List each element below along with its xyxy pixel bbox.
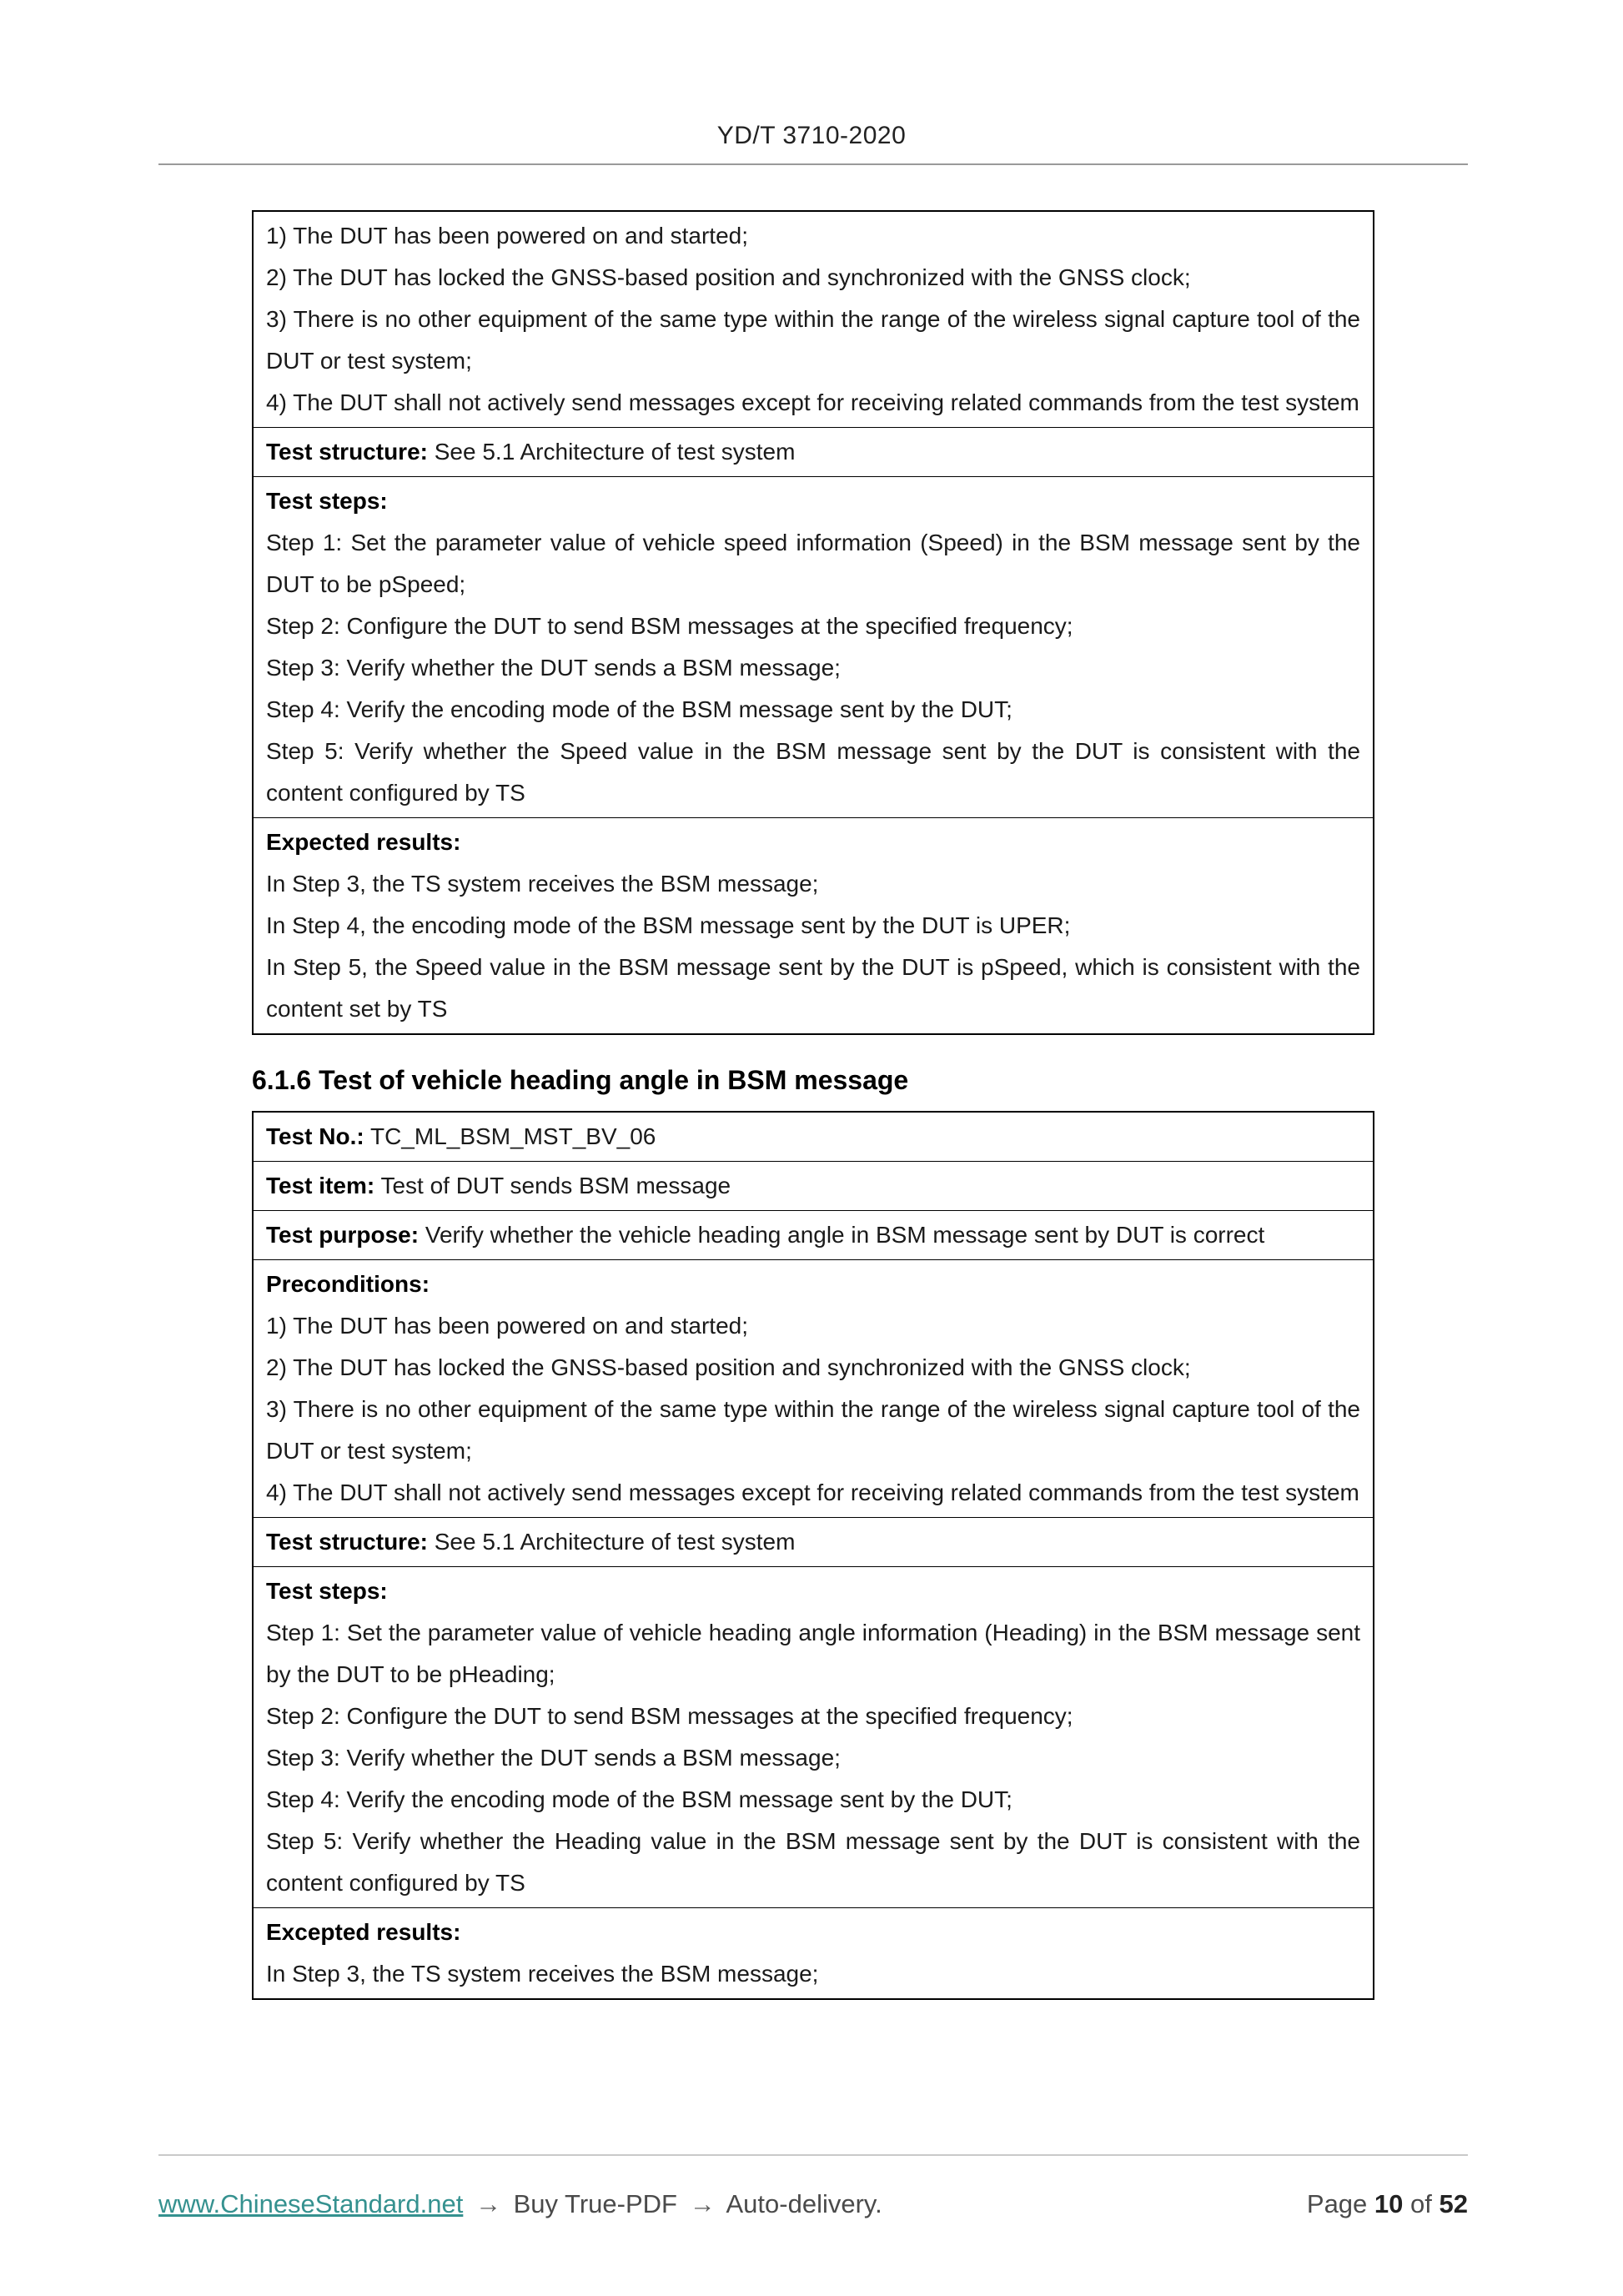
of-word: of — [1410, 2189, 1432, 2218]
table-row-expected-results — [254, 818, 1373, 1033]
row-label: Test purpose: — [266, 1222, 420, 1248]
table-row-test-steps — [254, 1567, 1373, 1908]
test-step: Step 3: Verify whether the DUT sends a BSM message; — [266, 1745, 841, 1771]
total-page-number: 52 — [1439, 2189, 1468, 2218]
page-word: Page — [1306, 2189, 1368, 2218]
header-rule — [158, 163, 1468, 165]
row-line — [266, 1116, 1360, 1158]
section-heading: 6.1.6 Test of vehicle heading angle in BSM message — [252, 1065, 909, 1095]
footer-site-link[interactable]: www.ChineseStandard.net — [158, 2189, 464, 2218]
arrow-right-icon: → — [475, 2189, 501, 2218]
test-step: Step 2: Configure the DUT to send BSM messages at the specified frequency; — [266, 613, 1073, 639]
precondition-item: 2) The DUT has locked the GNSS-based position and synchronized with the GNSS clock; — [266, 264, 1191, 290]
precondition-item: 2) The DUT has locked the GNSS-based position and synchronized with the GNSS clock; — [266, 1354, 1191, 1380]
row-line — [266, 1214, 1360, 1256]
table-row-test-structure — [254, 1518, 1373, 1567]
test-table-bsm-heading — [252, 1111, 1374, 2000]
test-step: Step 1: Set the parameter value of vehicle heading angle information (Heading) in the BSM message sent by the DUT to be pHeading; — [266, 1620, 1360, 1687]
expected-result-item: In Step 3, the TS system receives the BSM message; — [266, 1961, 819, 1987]
precondition-item: 4) The DUT shall not actively send messages except for receiving related commands from the test system — [266, 389, 1359, 415]
row-value: TC_ML_BSM_MST_BV_06 — [369, 1123, 656, 1149]
table-row-excepted-results — [254, 1908, 1373, 1998]
precondition-item: 1) The DUT has been powered on and started; — [266, 223, 748, 249]
row-label: Excepted results: — [266, 1919, 461, 1945]
precondition-item: 3) There is no other equipment of the same type within the range of the wireless signal capture tool of the DUT or test system; — [266, 306, 1360, 374]
expected-result-item: In Step 4, the encoding mode of the BSM message sent by the DUT is UPER; — [266, 912, 1071, 938]
expected-result-item: In Step 3, the TS system receives the BSM message; — [266, 871, 819, 897]
table-row-test-purpose — [254, 1211, 1373, 1260]
table-row-preconditions — [254, 1260, 1373, 1518]
row-value: See 5.1 Architecture of test system — [434, 439, 796, 465]
page-content — [252, 210, 1374, 2000]
arrow-right-icon: → — [689, 2189, 716, 2218]
table-row-test-item — [254, 1162, 1373, 1211]
precondition-item: 4) The DUT shall not actively send messages except for receiving related commands from the test system — [266, 1480, 1359, 1505]
row-label: Test steps: — [266, 1578, 388, 1604]
test-step: Step 5: Verify whether the Heading value in the BSM message sent by the DUT is consistent with the content configured by TS — [266, 1828, 1360, 1896]
row-label: Test item: — [266, 1173, 375, 1198]
row-value: Test of DUT sends BSM message — [380, 1173, 731, 1198]
test-step: Step 1: Set the parameter value of vehicle speed information (Speed) in the BSM message sent by the DUT to be pSpeed; — [266, 530, 1360, 597]
test-step: Step 4: Verify the encoding mode of the BSM message sent by the DUT; — [266, 1786, 1012, 1812]
footer-rule — [158, 2154, 1468, 2156]
page-indicator — [1307, 2189, 1468, 2219]
footer-delivery-text: Auto-delivery. — [726, 2189, 882, 2218]
test-table-bsm-speed — [252, 210, 1374, 1035]
test-step: Step 5: Verify whether the Speed value in the BSM message sent by the DUT is consistent with the content configured by TS — [266, 738, 1360, 806]
test-step: Step 3: Verify whether the DUT sends a BSM message; — [266, 655, 841, 681]
table-row-test-structure — [254, 428, 1373, 477]
test-step: Step 4: Verify the encoding mode of the BSM message sent by the DUT; — [266, 696, 1012, 722]
row-label: Test structure: — [266, 439, 428, 465]
row-line — [266, 1521, 1360, 1563]
table-row-preconditions-items — [254, 212, 1373, 428]
row-label: Expected results: — [266, 829, 461, 855]
row-label: Test No.: — [266, 1123, 364, 1149]
current-page-number: 10 — [1374, 2189, 1404, 2218]
page-header-title: YD/T 3710-2020 — [716, 122, 907, 149]
row-value: See 5.1 Architecture of test system — [434, 1529, 796, 1555]
row-label: Test steps: — [266, 488, 388, 514]
expected-result-item: In Step 5, the Speed value in the BSM message sent by the DUT is pSpeed, which is consistent with the content set by TS — [266, 954, 1360, 1022]
row-line — [266, 1165, 1360, 1207]
row-value: Verify whether the vehicle heading angle in BSM message sent by DUT is correct — [425, 1222, 1265, 1248]
page-footer — [158, 2154, 1468, 2219]
precondition-item: 1) The DUT has been powered on and started; — [266, 1313, 748, 1339]
row-line — [266, 431, 1360, 473]
table-row-test-no — [254, 1113, 1373, 1162]
row-label: Preconditions: — [266, 1271, 430, 1297]
footer-buy-text: Buy True-PDF — [513, 2189, 677, 2218]
table-row-test-steps — [254, 477, 1373, 818]
row-label: Test structure: — [266, 1529, 428, 1555]
footer-row — [158, 2189, 1468, 2219]
test-step: Step 2: Configure the DUT to send BSM messages at the specified frequency; — [266, 1703, 1073, 1729]
footer-left — [158, 2189, 887, 2219]
precondition-item: 3) There is no other equipment of the same type within the range of the wireless signal capture tool of the DUT or test system; — [266, 1396, 1360, 1464]
